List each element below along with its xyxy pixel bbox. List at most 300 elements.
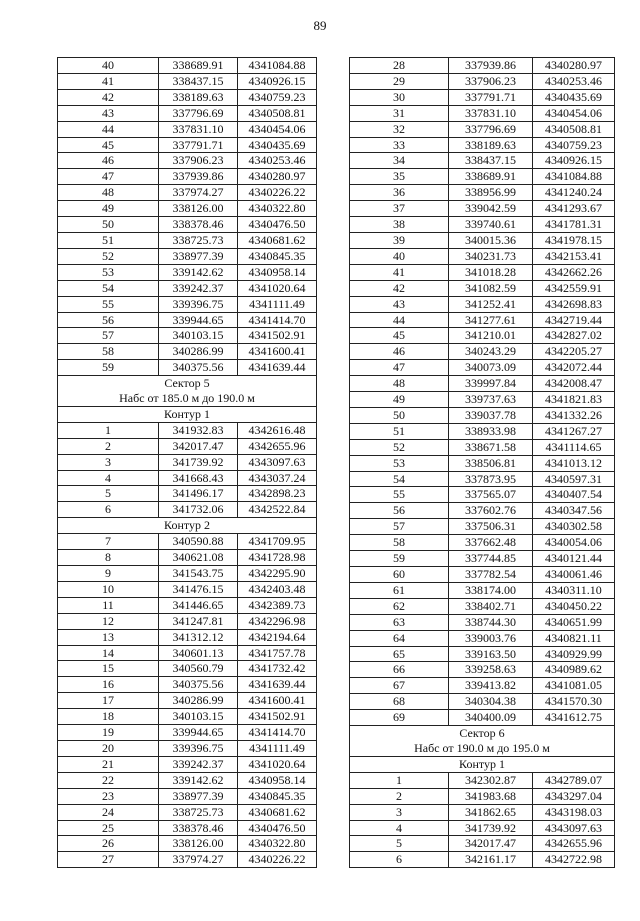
point-number-cell: 8 xyxy=(58,550,159,566)
x-coordinate-cell: 340601.13 xyxy=(159,645,238,661)
sector-title-row xyxy=(350,726,615,741)
y-coordinate-cell: 4340958.14 xyxy=(238,264,317,280)
point-number-cell: 29 xyxy=(350,73,449,89)
table-row xyxy=(350,567,615,583)
x-coordinate-cell: 338744.30 xyxy=(449,614,533,630)
table-row xyxy=(58,470,317,486)
x-coordinate-cell: 338725.73 xyxy=(159,232,238,248)
y-coordinate-cell: 4342662.26 xyxy=(533,264,615,280)
x-coordinate-cell: 337796.69 xyxy=(449,121,533,137)
y-coordinate-cell: 4341013.12 xyxy=(533,455,615,471)
contour-title: Контур 1 xyxy=(58,406,317,422)
y-coordinate-cell: 4340454.06 xyxy=(238,121,317,137)
point-number-cell: 33 xyxy=(350,137,449,153)
point-number-cell: 46 xyxy=(58,153,159,169)
table-row xyxy=(350,185,615,201)
y-coordinate-cell: 4341414.70 xyxy=(238,725,317,741)
table-row xyxy=(58,756,317,772)
point-number-cell: 21 xyxy=(58,756,159,772)
y-coordinate-cell: 4340280.97 xyxy=(533,58,615,74)
table-row xyxy=(350,630,615,646)
point-number-cell: 25 xyxy=(58,820,159,836)
point-number-cell: 3 xyxy=(58,454,159,470)
y-coordinate-cell: 4342719.44 xyxy=(533,312,615,328)
y-coordinate-cell: 4342722.98 xyxy=(533,852,615,868)
table-row xyxy=(58,344,317,360)
point-number-cell: 4 xyxy=(58,470,159,486)
y-coordinate-cell: 4343297.04 xyxy=(533,788,615,804)
x-coordinate-cell: 340375.56 xyxy=(159,360,238,376)
x-coordinate-cell: 341732.06 xyxy=(159,502,238,518)
point-number-cell: 67 xyxy=(350,678,449,694)
point-number-cell: 53 xyxy=(58,264,159,280)
point-number-cell: 52 xyxy=(58,248,159,264)
table-row xyxy=(58,328,317,344)
page-number: 89 xyxy=(313,18,327,33)
y-coordinate-cell: 4340926.15 xyxy=(533,153,615,169)
table-row xyxy=(58,486,317,502)
point-number-cell: 44 xyxy=(58,121,159,137)
point-number-cell: 18 xyxy=(58,709,159,725)
y-coordinate-cell: 4341414.70 xyxy=(238,312,317,328)
y-coordinate-cell: 4340253.46 xyxy=(238,153,317,169)
y-coordinate-cell: 4340929.99 xyxy=(533,646,615,662)
point-number-cell: 60 xyxy=(350,567,449,583)
table-row xyxy=(350,280,615,296)
table-row xyxy=(350,407,615,423)
point-number-cell: 49 xyxy=(58,201,159,217)
point-number-cell: 22 xyxy=(58,772,159,788)
point-number-cell: 19 xyxy=(58,725,159,741)
table-row xyxy=(350,519,615,535)
point-number-cell: 26 xyxy=(58,836,159,852)
y-coordinate-cell: 4340454.06 xyxy=(533,105,615,121)
table-row xyxy=(350,89,615,105)
table-row xyxy=(58,613,317,629)
x-coordinate-cell: 341496.17 xyxy=(159,486,238,502)
sector-title: Сектор 6 xyxy=(350,726,615,741)
table-row xyxy=(350,503,615,519)
x-coordinate-cell: 339396.75 xyxy=(159,296,238,312)
point-number-cell: 55 xyxy=(58,296,159,312)
table-row xyxy=(350,392,615,408)
point-number-cell: 39 xyxy=(350,232,449,248)
point-number-cell: 45 xyxy=(350,328,449,344)
x-coordinate-cell: 337939.86 xyxy=(159,169,238,185)
table-row xyxy=(350,471,615,487)
y-coordinate-cell: 4342616.48 xyxy=(238,422,317,438)
x-coordinate-cell: 337565.07 xyxy=(449,487,533,503)
y-coordinate-cell: 4341502.91 xyxy=(238,328,317,344)
x-coordinate-cell: 337662.48 xyxy=(449,535,533,551)
table-row xyxy=(58,661,317,677)
y-coordinate-cell: 4341084.88 xyxy=(238,58,317,74)
y-coordinate-cell: 4342789.07 xyxy=(533,772,615,788)
x-coordinate-cell: 340073.09 xyxy=(449,360,533,376)
x-coordinate-cell: 339242.37 xyxy=(159,756,238,772)
x-coordinate-cell: 342017.47 xyxy=(449,836,533,852)
table-row xyxy=(58,788,317,804)
x-coordinate-cell: 338437.15 xyxy=(449,153,533,169)
table-row xyxy=(58,677,317,693)
table-row xyxy=(350,201,615,217)
point-number-cell: 36 xyxy=(350,185,449,201)
x-coordinate-cell: 337939.86 xyxy=(449,58,533,74)
point-number-cell: 28 xyxy=(350,58,449,74)
y-coordinate-cell: 4341757.78 xyxy=(238,645,317,661)
point-number-cell: 30 xyxy=(350,89,449,105)
table-row xyxy=(350,551,615,567)
x-coordinate-cell: 337782.54 xyxy=(449,567,533,583)
x-coordinate-cell: 339142.62 xyxy=(159,264,238,280)
table-row xyxy=(350,614,615,630)
y-coordinate-cell: 4340845.35 xyxy=(238,248,317,264)
table-row xyxy=(350,678,615,694)
y-coordinate-cell: 4341020.64 xyxy=(238,756,317,772)
point-number-cell: 16 xyxy=(58,677,159,693)
point-number-cell: 62 xyxy=(350,598,449,614)
table-row xyxy=(350,153,615,169)
table-row xyxy=(58,169,317,185)
point-number-cell: 4 xyxy=(350,820,449,836)
x-coordinate-cell: 337906.23 xyxy=(159,153,238,169)
y-coordinate-cell: 4341084.88 xyxy=(533,169,615,185)
contour-title: Контур 1 xyxy=(350,756,615,772)
x-coordinate-cell: 338402.71 xyxy=(449,598,533,614)
coordinates-table-right xyxy=(349,57,615,868)
x-coordinate-cell: 338506.81 xyxy=(449,455,533,471)
table-row xyxy=(350,788,615,804)
x-coordinate-cell: 337791.71 xyxy=(159,137,238,153)
x-coordinate-cell: 339042.59 xyxy=(449,201,533,217)
point-number-cell: 56 xyxy=(350,503,449,519)
x-coordinate-cell: 341476.15 xyxy=(159,581,238,597)
x-coordinate-cell: 338725.73 xyxy=(159,804,238,820)
x-coordinate-cell: 339242.37 xyxy=(159,280,238,296)
y-coordinate-cell: 4342403.48 xyxy=(238,581,317,597)
table-row xyxy=(58,454,317,470)
point-number-cell: 1 xyxy=(350,772,449,788)
x-coordinate-cell: 338378.46 xyxy=(159,820,238,836)
point-number-cell: 42 xyxy=(350,280,449,296)
x-coordinate-cell: 340375.56 xyxy=(159,677,238,693)
x-coordinate-cell: 337831.10 xyxy=(449,105,533,121)
table-row xyxy=(58,804,317,820)
table-row xyxy=(350,535,615,551)
x-coordinate-cell: 341932.83 xyxy=(159,422,238,438)
point-number-cell: 12 xyxy=(58,613,159,629)
y-coordinate-cell: 4342295.90 xyxy=(238,566,317,582)
x-coordinate-cell: 341252.41 xyxy=(449,296,533,312)
y-coordinate-cell: 4342522.84 xyxy=(238,502,317,518)
x-coordinate-cell: 337831.10 xyxy=(159,121,238,137)
y-coordinate-cell: 4341709.95 xyxy=(238,534,317,550)
y-coordinate-cell: 4340253.46 xyxy=(533,73,615,89)
y-coordinate-cell: 4340450.22 xyxy=(533,598,615,614)
x-coordinate-cell: 339997.84 xyxy=(449,376,533,392)
x-coordinate-cell: 338126.00 xyxy=(159,836,238,852)
contour-row xyxy=(58,406,317,422)
x-coordinate-cell: 338933.98 xyxy=(449,423,533,439)
y-coordinate-cell: 4341332.26 xyxy=(533,407,615,423)
point-number-cell: 50 xyxy=(58,217,159,233)
x-coordinate-cell: 338378.46 xyxy=(159,217,238,233)
point-number-cell: 47 xyxy=(350,360,449,376)
table-row xyxy=(350,662,615,678)
y-coordinate-cell: 4341600.41 xyxy=(238,344,317,360)
sector-range-row xyxy=(350,741,615,756)
y-coordinate-cell: 4340322.80 xyxy=(238,836,317,852)
table-row xyxy=(58,58,317,74)
sector-title: Сектор 5 xyxy=(58,376,317,391)
table-row xyxy=(58,852,317,868)
table-row xyxy=(350,772,615,788)
point-number-cell: 54 xyxy=(58,280,159,296)
x-coordinate-cell: 341983.68 xyxy=(449,788,533,804)
point-number-cell: 24 xyxy=(58,804,159,820)
table-row xyxy=(58,312,317,328)
x-coordinate-cell: 342017.47 xyxy=(159,438,238,454)
y-coordinate-cell: 4340989.62 xyxy=(533,662,615,678)
table-row xyxy=(350,328,615,344)
x-coordinate-cell: 339258.63 xyxy=(449,662,533,678)
point-number-cell: 46 xyxy=(350,344,449,360)
y-coordinate-cell: 4340054.06 xyxy=(533,535,615,551)
x-coordinate-cell: 340231.73 xyxy=(449,248,533,264)
y-coordinate-cell: 4340759.23 xyxy=(238,89,317,105)
y-coordinate-cell: 4340121.44 xyxy=(533,551,615,567)
x-coordinate-cell: 338671.58 xyxy=(449,439,533,455)
x-coordinate-cell: 342161.17 xyxy=(449,852,533,868)
y-coordinate-cell: 4343097.63 xyxy=(533,820,615,836)
x-coordinate-cell: 337906.23 xyxy=(449,73,533,89)
table-row xyxy=(58,248,317,264)
table-row xyxy=(350,296,615,312)
table-row xyxy=(58,645,317,661)
table-row xyxy=(350,439,615,455)
y-coordinate-cell: 4340226.22 xyxy=(238,852,317,868)
y-coordinate-cell: 4342898.23 xyxy=(238,486,317,502)
point-number-cell: 58 xyxy=(350,535,449,551)
table-row xyxy=(58,725,317,741)
x-coordinate-cell: 338174.00 xyxy=(449,582,533,598)
point-number-cell: 23 xyxy=(58,788,159,804)
point-number-cell: 38 xyxy=(350,217,449,233)
x-coordinate-cell: 340103.15 xyxy=(159,328,238,344)
y-coordinate-cell: 4342008.47 xyxy=(533,376,615,392)
table-row xyxy=(350,58,615,74)
table-row xyxy=(350,169,615,185)
x-coordinate-cell: 341739.92 xyxy=(159,454,238,470)
table-row xyxy=(350,820,615,836)
y-coordinate-cell: 4342559.91 xyxy=(533,280,615,296)
x-coordinate-cell: 341862.65 xyxy=(449,804,533,820)
table-row xyxy=(350,312,615,328)
point-number-cell: 51 xyxy=(350,423,449,439)
y-coordinate-cell: 4340302.58 xyxy=(533,519,615,535)
y-coordinate-cell: 4341293.67 xyxy=(533,201,615,217)
y-coordinate-cell: 4341781.31 xyxy=(533,217,615,233)
y-coordinate-cell: 4342827.02 xyxy=(533,328,615,344)
table-row xyxy=(58,201,317,217)
y-coordinate-cell: 4341111.49 xyxy=(238,740,317,756)
x-coordinate-cell: 340560.79 xyxy=(159,661,238,677)
point-number-cell: 27 xyxy=(58,852,159,868)
table-row xyxy=(350,137,615,153)
y-coordinate-cell: 4341114.65 xyxy=(533,439,615,455)
y-coordinate-cell: 4341502.91 xyxy=(238,709,317,725)
x-coordinate-cell: 340015.36 xyxy=(449,232,533,248)
point-number-cell: 40 xyxy=(58,58,159,74)
point-number-cell: 59 xyxy=(350,551,449,567)
x-coordinate-cell: 342302.87 xyxy=(449,772,533,788)
table-row xyxy=(350,852,615,868)
x-coordinate-cell: 337744.85 xyxy=(449,551,533,567)
point-number-cell: 37 xyxy=(350,201,449,217)
x-coordinate-cell: 340286.99 xyxy=(159,693,238,709)
contour-row xyxy=(58,518,317,534)
table-row xyxy=(350,344,615,360)
x-coordinate-cell: 341210.01 xyxy=(449,328,533,344)
y-coordinate-cell: 4340681.62 xyxy=(238,232,317,248)
y-coordinate-cell: 4341267.27 xyxy=(533,423,615,439)
table-row xyxy=(58,185,317,201)
sector-range-row xyxy=(58,391,317,406)
x-coordinate-cell: 339944.65 xyxy=(159,725,238,741)
table-row xyxy=(350,455,615,471)
point-number-cell: 6 xyxy=(58,502,159,518)
x-coordinate-cell: 337873.95 xyxy=(449,471,533,487)
point-number-cell: 41 xyxy=(350,264,449,280)
x-coordinate-cell: 339740.61 xyxy=(449,217,533,233)
y-coordinate-cell: 4342655.96 xyxy=(238,438,317,454)
point-number-cell: 51 xyxy=(58,232,159,248)
x-coordinate-cell: 341739.92 xyxy=(449,820,533,836)
point-number-cell: 63 xyxy=(350,614,449,630)
y-coordinate-cell: 4342072.44 xyxy=(533,360,615,376)
y-coordinate-cell: 4343037.24 xyxy=(238,470,317,486)
y-coordinate-cell: 4342205.27 xyxy=(533,344,615,360)
table-row xyxy=(350,710,615,726)
point-number-cell: 20 xyxy=(58,740,159,756)
point-number-cell: 41 xyxy=(58,73,159,89)
table-row xyxy=(58,438,317,454)
table-row xyxy=(58,264,317,280)
table-row xyxy=(58,693,317,709)
x-coordinate-cell: 337506.31 xyxy=(449,519,533,535)
y-coordinate-cell: 4341732.42 xyxy=(238,661,317,677)
y-coordinate-cell: 4340681.62 xyxy=(238,804,317,820)
y-coordinate-cell: 4342389.73 xyxy=(238,597,317,613)
table-row xyxy=(58,121,317,137)
x-coordinate-cell: 338689.91 xyxy=(449,169,533,185)
y-coordinate-cell: 4341728.98 xyxy=(238,550,317,566)
x-coordinate-cell: 339142.62 xyxy=(159,772,238,788)
table-row xyxy=(58,550,317,566)
y-coordinate-cell: 4340311.10 xyxy=(533,582,615,598)
table-row xyxy=(58,836,317,852)
x-coordinate-cell: 338956.99 xyxy=(449,185,533,201)
table-row xyxy=(58,89,317,105)
y-coordinate-cell: 4341111.49 xyxy=(238,296,317,312)
y-coordinate-cell: 4341020.64 xyxy=(238,280,317,296)
table-row xyxy=(58,534,317,550)
table-row xyxy=(58,597,317,613)
y-coordinate-cell: 4340845.35 xyxy=(238,788,317,804)
y-coordinate-cell: 4341612.75 xyxy=(533,710,615,726)
point-number-cell: 13 xyxy=(58,629,159,645)
table-row xyxy=(350,694,615,710)
x-coordinate-cell: 339037.78 xyxy=(449,407,533,423)
point-number-cell: 57 xyxy=(58,328,159,344)
y-coordinate-cell: 4340347.56 xyxy=(533,503,615,519)
y-coordinate-cell: 4340435.69 xyxy=(238,137,317,153)
point-number-cell: 15 xyxy=(58,661,159,677)
contour-row xyxy=(350,756,615,772)
x-coordinate-cell: 338189.63 xyxy=(159,89,238,105)
point-number-cell: 57 xyxy=(350,519,449,535)
point-number-cell: 35 xyxy=(350,169,449,185)
point-number-cell: 32 xyxy=(350,121,449,137)
x-coordinate-cell: 340103.15 xyxy=(159,709,238,725)
y-coordinate-cell: 4341081.05 xyxy=(533,678,615,694)
x-coordinate-cell: 337791.71 xyxy=(449,89,533,105)
table-row xyxy=(58,360,317,376)
point-number-cell: 69 xyxy=(350,710,449,726)
y-coordinate-cell: 4340759.23 xyxy=(533,137,615,153)
point-number-cell: 58 xyxy=(58,344,159,360)
point-number-cell: 6 xyxy=(350,852,449,868)
y-coordinate-cell: 4341978.15 xyxy=(533,232,615,248)
table-row xyxy=(58,581,317,597)
y-coordinate-cell: 4340476.50 xyxy=(238,820,317,836)
table-row xyxy=(58,137,317,153)
table-row xyxy=(350,232,615,248)
point-number-cell: 50 xyxy=(350,407,449,423)
table-row xyxy=(58,105,317,121)
point-number-cell: 2 xyxy=(350,788,449,804)
y-coordinate-cell: 4340322.80 xyxy=(238,201,317,217)
point-number-cell: 40 xyxy=(350,248,449,264)
x-coordinate-cell: 340243.29 xyxy=(449,344,533,360)
y-coordinate-cell: 4340651.99 xyxy=(533,614,615,630)
x-coordinate-cell: 341018.28 xyxy=(449,264,533,280)
table-row xyxy=(58,629,317,645)
x-coordinate-cell: 340590.88 xyxy=(159,534,238,550)
y-coordinate-cell: 4342153.41 xyxy=(533,248,615,264)
point-number-cell: 7 xyxy=(58,534,159,550)
table-row xyxy=(58,296,317,312)
y-coordinate-cell: 4340821.11 xyxy=(533,630,615,646)
y-coordinate-cell: 4341639.44 xyxy=(238,360,317,376)
table-row xyxy=(350,598,615,614)
y-coordinate-cell: 4340280.97 xyxy=(238,169,317,185)
x-coordinate-cell: 339413.82 xyxy=(449,678,533,694)
point-number-cell: 55 xyxy=(350,487,449,503)
x-coordinate-cell: 341082.59 xyxy=(449,280,533,296)
x-coordinate-cell: 337602.76 xyxy=(449,503,533,519)
y-coordinate-cell: 4342698.83 xyxy=(533,296,615,312)
point-number-cell: 52 xyxy=(350,439,449,455)
table-row xyxy=(350,582,615,598)
sector-title-row xyxy=(58,376,317,391)
y-coordinate-cell: 4341570.30 xyxy=(533,694,615,710)
table-row xyxy=(350,836,615,852)
y-coordinate-cell: 4342296.98 xyxy=(238,613,317,629)
point-number-cell: 43 xyxy=(58,105,159,121)
y-coordinate-cell: 4340435.69 xyxy=(533,89,615,105)
point-number-cell: 44 xyxy=(350,312,449,328)
